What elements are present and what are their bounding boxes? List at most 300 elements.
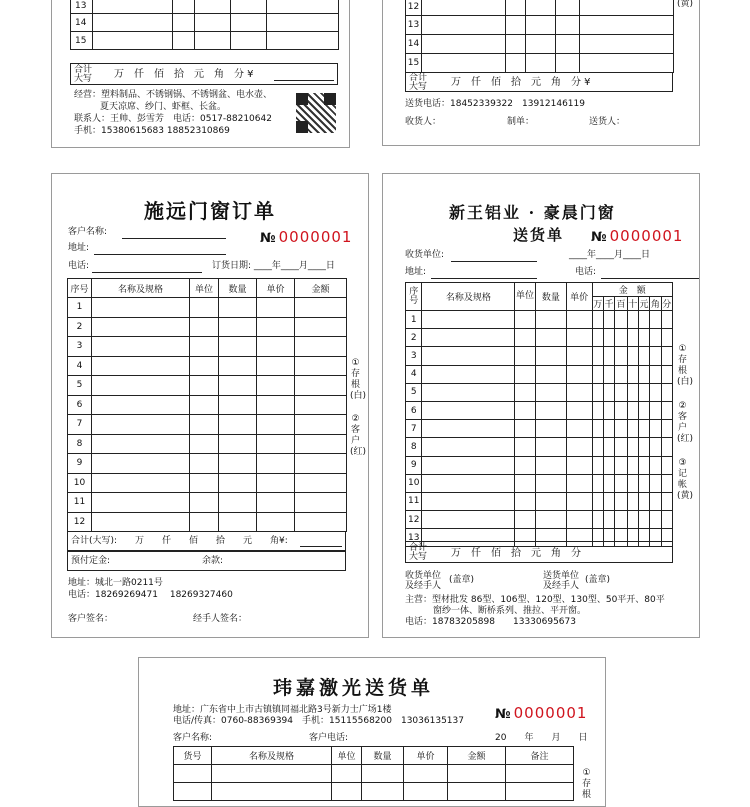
table-cell[interactable] <box>219 376 257 396</box>
table-cell[interactable] <box>422 456 515 474</box>
table-cell[interactable] <box>422 420 515 438</box>
table-cell[interactable] <box>627 438 638 456</box>
table-cell[interactable] <box>257 415 295 435</box>
business-line: 经营：塑料制品、不锈钢锅、不锈钢盆、电水壶、 <box>74 90 273 100</box>
row-number: 1 <box>68 298 92 318</box>
contact-line: 联系人：王帅、彭雪芳 电话：0517-88210642 <box>74 114 272 124</box>
table-cell[interactable] <box>515 511 536 529</box>
table-cell[interactable] <box>92 376 190 396</box>
table-cell[interactable] <box>190 454 219 474</box>
row-number: 14 <box>406 35 422 54</box>
table-cell[interactable] <box>650 383 661 401</box>
table-cell[interactable] <box>627 420 638 438</box>
table-cell[interactable] <box>615 456 627 474</box>
table-cell[interactable] <box>661 420 672 438</box>
row-number: 12 <box>406 0 422 16</box>
receiver-unit-label: 收货单位: <box>405 250 445 260</box>
table-cell[interactable] <box>515 347 536 365</box>
table-cell[interactable] <box>627 311 638 329</box>
header-name: 名称及规格 <box>212 747 332 765</box>
table-cell[interactable] <box>615 492 627 510</box>
qr-code <box>296 93 336 133</box>
table-cell[interactable] <box>92 356 190 376</box>
table-cell[interactable] <box>627 347 638 365</box>
table-row <box>406 438 673 456</box>
table-cell[interactable] <box>92 395 190 415</box>
row-number: 3 <box>406 347 422 365</box>
table-cell[interactable] <box>422 474 515 492</box>
table-cell[interactable] <box>190 376 219 396</box>
total-units: 万 仟 佰 拾 元 角 分 ¥ <box>114 69 254 80</box>
table-cell[interactable] <box>295 337 347 357</box>
table-cell[interactable] <box>219 298 257 318</box>
row-number: 2 <box>68 317 92 337</box>
table-cell[interactable] <box>661 474 672 492</box>
delivery-form-weijia <box>138 657 606 807</box>
table-cell[interactable] <box>638 492 649 510</box>
side-note-1: ①存根(白) <box>677 344 694 387</box>
row-number: 1 <box>406 311 422 329</box>
row-number: 5 <box>68 376 92 396</box>
table-cell[interactable] <box>422 401 515 419</box>
header-seq: 序号 <box>68 279 92 298</box>
row-number: 13 <box>406 529 422 547</box>
table-cell[interactable] <box>219 434 257 454</box>
header-qty: 数量 <box>535 283 566 311</box>
table-cell[interactable] <box>592 347 603 365</box>
row-number: 12 <box>68 512 92 532</box>
table-row <box>406 329 673 347</box>
row-number: 11 <box>406 492 422 510</box>
header-name: 名称及规格 <box>92 279 190 298</box>
table-cell[interactable] <box>627 401 638 419</box>
table-cell[interactable] <box>295 454 347 474</box>
table-cell[interactable] <box>661 365 672 383</box>
table-cell[interactable] <box>592 511 603 529</box>
digit-header: 百 <box>615 297 627 311</box>
table-cell[interactable] <box>190 473 219 493</box>
table-cell[interactable] <box>535 420 566 438</box>
sender-seal: (盖章) <box>585 575 611 585</box>
table-cell[interactable] <box>615 438 627 456</box>
address-line: 地址：城北一路0211号 <box>68 578 163 588</box>
table-cell[interactable] <box>638 420 649 438</box>
customer-phone-label: 客户电话: <box>309 733 349 743</box>
sender-sign: 送货单位 及经手人 <box>543 571 580 591</box>
row-number: 10 <box>68 473 92 493</box>
table-cell[interactable] <box>515 456 536 474</box>
table-cell[interactable] <box>92 493 190 513</box>
table-cell[interactable] <box>515 420 536 438</box>
row-number: 5 <box>406 383 422 401</box>
row-number: 13 <box>71 0 93 14</box>
table-cell[interactable] <box>603 311 614 329</box>
table-row <box>68 356 347 376</box>
table-cell[interactable] <box>295 512 347 532</box>
table-cell[interactable] <box>92 454 190 474</box>
table-cell[interactable] <box>257 337 295 357</box>
serial-number: № 0000001 <box>495 704 588 722</box>
table-cell[interactable] <box>92 512 190 532</box>
table-cell[interactable] <box>219 473 257 493</box>
table-row <box>68 395 347 415</box>
table-cell[interactable] <box>422 347 515 365</box>
phone-label: 电话: <box>68 261 90 271</box>
table-cell[interactable] <box>615 474 627 492</box>
table-cell[interactable] <box>603 365 614 383</box>
table-cell[interactable] <box>592 329 603 347</box>
digit-header: 十 <box>627 297 638 311</box>
table-cell[interactable] <box>650 329 661 347</box>
table-cell[interactable] <box>615 329 627 347</box>
side-note-1: ①存根 <box>581 768 591 800</box>
table-row <box>406 347 673 365</box>
table-cell[interactable] <box>627 474 638 492</box>
delivery-form-xinwang <box>382 173 700 638</box>
table-cell[interactable] <box>566 311 592 329</box>
date-line: 20 年 月 日 <box>495 733 588 743</box>
table-cell[interactable] <box>295 434 347 454</box>
table-cell[interactable] <box>592 438 603 456</box>
items-table <box>70 0 339 50</box>
table-cell[interactable] <box>190 298 219 318</box>
table-cell[interactable] <box>627 492 638 510</box>
table-cell[interactable] <box>190 434 219 454</box>
table-cell[interactable] <box>650 347 661 365</box>
table-cell[interactable] <box>638 329 649 347</box>
order-form-shiyuan <box>51 173 369 638</box>
table-cell[interactable] <box>257 493 295 513</box>
phone-label: 电话: <box>575 267 597 277</box>
table-cell[interactable] <box>566 420 592 438</box>
table-cell[interactable] <box>257 298 295 318</box>
table-cell[interactable] <box>535 401 566 419</box>
form-subtitle: 送货单 <box>513 226 565 244</box>
side-note-3: ③记帐(黄) <box>677 458 694 501</box>
delivery-phone: 送货电话：18452339322 13912146119 <box>405 99 585 109</box>
table-cell[interactable] <box>422 492 515 510</box>
table-cell[interactable] <box>638 383 649 401</box>
table-cell[interactable] <box>535 492 566 510</box>
table-row <box>406 511 673 529</box>
table-cell[interactable] <box>515 311 536 329</box>
table-cell[interactable] <box>603 456 614 474</box>
serial-number: № 0000001 <box>260 228 353 246</box>
table-cell[interactable] <box>661 492 672 510</box>
table-cell[interactable] <box>661 383 672 401</box>
row-number: 8 <box>68 434 92 454</box>
table-cell[interactable] <box>566 365 592 383</box>
form-title: 玮嘉激光送货单 <box>273 677 435 699</box>
row-number: 14 <box>71 14 93 32</box>
total-label: 合计 大写 <box>74 65 93 84</box>
table-cell[interactable] <box>661 511 672 529</box>
table-cell[interactable] <box>603 329 614 347</box>
header-qty: 数量 <box>219 279 257 298</box>
table-row <box>406 492 673 510</box>
table-cell[interactable] <box>592 401 603 419</box>
table-row <box>406 383 673 401</box>
header-amount: 金额 <box>295 279 347 298</box>
digit-header: 千 <box>603 297 614 311</box>
table-cell[interactable] <box>661 329 672 347</box>
items-table <box>173 746 574 801</box>
table-cell[interactable] <box>535 474 566 492</box>
table-cell[interactable] <box>295 376 347 396</box>
table-cell[interactable] <box>535 511 566 529</box>
table-cell[interactable] <box>650 420 661 438</box>
table-cell[interactable] <box>603 511 614 529</box>
tel-line: 电话：18783205898 13330695673 <box>405 617 576 627</box>
form-title: 新王铝业 · 豪晨门窗 <box>449 203 616 222</box>
table-cell[interactable] <box>615 420 627 438</box>
table-cell[interactable] <box>92 415 190 435</box>
deposit-label: 预付定金: <box>71 556 111 566</box>
table-cell[interactable] <box>219 395 257 415</box>
table-cell[interactable] <box>615 401 627 419</box>
receiver-sign: 收货单位 及经手人 <box>405 571 442 591</box>
table-cell[interactable] <box>638 474 649 492</box>
row-number: 3 <box>68 337 92 357</box>
header-unit: 单位 <box>332 747 362 765</box>
table-cell[interactable] <box>592 474 603 492</box>
table-row <box>68 454 347 474</box>
row-number: 9 <box>68 454 92 474</box>
customer-label: 客户名称: <box>68 227 108 237</box>
table-cell[interactable] <box>603 492 614 510</box>
table-cell[interactable] <box>257 376 295 396</box>
table-row <box>406 311 673 329</box>
table-cell[interactable] <box>661 311 672 329</box>
table-cell[interactable] <box>615 383 627 401</box>
table-cell[interactable] <box>515 401 536 419</box>
table-cell[interactable] <box>638 456 649 474</box>
table-cell[interactable] <box>295 298 347 318</box>
table-cell[interactable] <box>515 329 536 347</box>
table-cell[interactable] <box>566 492 592 510</box>
table-cell[interactable] <box>535 311 566 329</box>
table-cell[interactable] <box>603 438 614 456</box>
row-number: 2 <box>406 329 422 347</box>
table-cell[interactable] <box>190 512 219 532</box>
table-cell[interactable] <box>566 456 592 474</box>
table-cell[interactable] <box>566 383 592 401</box>
table-cell[interactable] <box>650 311 661 329</box>
table-cell[interactable] <box>92 337 190 357</box>
table-cell[interactable] <box>592 383 603 401</box>
table-cell[interactable] <box>190 415 219 435</box>
table-cell[interactable] <box>422 329 515 347</box>
table-cell[interactable] <box>661 456 672 474</box>
table-cell[interactable] <box>295 415 347 435</box>
table-row <box>406 365 673 383</box>
items-table <box>405 0 674 73</box>
form-title: 施远门窗订单 <box>144 199 276 223</box>
table-cell[interactable] <box>295 395 347 415</box>
row-number: 13 <box>406 16 422 35</box>
table-cell[interactable] <box>566 474 592 492</box>
table-cell[interactable] <box>219 493 257 513</box>
table-cell[interactable] <box>92 298 190 318</box>
table-cell[interactable] <box>650 511 661 529</box>
table-cell[interactable] <box>257 434 295 454</box>
table-row <box>68 298 347 318</box>
table-cell[interactable] <box>661 401 672 419</box>
table-cell[interactable] <box>257 473 295 493</box>
table-row <box>68 376 347 396</box>
table-cell[interactable] <box>566 438 592 456</box>
side-note-1: ①存根(白) <box>350 358 367 401</box>
row-number: 10 <box>406 474 422 492</box>
table-cell[interactable] <box>638 347 649 365</box>
table-cell[interactable] <box>92 473 190 493</box>
delivery-form-2 <box>382 0 700 146</box>
table-cell[interactable] <box>190 493 219 513</box>
address-label: 地址: <box>68 243 90 253</box>
total-label: 合计 大写 <box>409 73 428 92</box>
table-cell[interactable] <box>603 420 614 438</box>
table-cell[interactable] <box>638 438 649 456</box>
table-cell[interactable] <box>592 492 603 510</box>
table-row <box>406 456 673 474</box>
row-number: 7 <box>406 420 422 438</box>
receiver-label: 收货人： <box>405 117 442 127</box>
table-cell[interactable] <box>257 512 295 532</box>
table-cell[interactable] <box>603 401 614 419</box>
table-cell[interactable] <box>257 454 295 474</box>
table-cell[interactable] <box>661 438 672 456</box>
main-business: 主营：型材批发 86型、106型、120型、130型、50平开、80平 <box>405 595 665 605</box>
table-cell[interactable] <box>566 347 592 365</box>
sender-label: 送货人： <box>589 117 626 127</box>
table-cell[interactable] <box>615 511 627 529</box>
table-cell[interactable] <box>535 438 566 456</box>
business-line-2: 夏天凉席、纱门、虾框、长盆。 <box>100 102 227 112</box>
table-cell[interactable] <box>295 493 347 513</box>
table-cell[interactable] <box>627 383 638 401</box>
table-cell[interactable] <box>535 365 566 383</box>
table-cell[interactable] <box>615 311 627 329</box>
table-cell[interactable] <box>603 347 614 365</box>
table-cell[interactable] <box>190 317 219 337</box>
header-seq: 序号 <box>406 283 422 311</box>
table-cell[interactable] <box>535 456 566 474</box>
table-row <box>68 434 347 454</box>
row-number: 9 <box>406 456 422 474</box>
table-cell[interactable] <box>422 383 515 401</box>
table-cell[interactable] <box>627 329 638 347</box>
table-cell[interactable] <box>295 473 347 493</box>
header-unit: 单位 <box>515 283 536 311</box>
table-cell[interactable] <box>190 395 219 415</box>
table-cell[interactable] <box>295 317 347 337</box>
table-cell[interactable] <box>219 454 257 474</box>
table-cell[interactable] <box>615 347 627 365</box>
table-cell[interactable] <box>422 365 515 383</box>
table-cell[interactable] <box>592 456 603 474</box>
table-cell[interactable] <box>295 356 347 376</box>
maker-label: 制单： <box>507 117 535 127</box>
header-amount: 金额 <box>448 747 506 765</box>
table-cell[interactable] <box>190 356 219 376</box>
table-cell[interactable] <box>650 365 661 383</box>
tel-line: 电话/传真：0760-88369394 手机：15115568200 13036135137 <box>173 716 464 726</box>
table-cell[interactable] <box>650 438 661 456</box>
table-row <box>406 401 673 419</box>
customer-sign: 客户签名： <box>68 614 114 624</box>
table-cell[interactable] <box>219 415 257 435</box>
table-cell[interactable] <box>566 511 592 529</box>
total-units: 万 仟 佰 拾 元 角 分 ¥ <box>451 77 591 88</box>
table-cell[interactable] <box>603 383 614 401</box>
table-cell[interactable] <box>535 383 566 401</box>
table-row <box>406 474 673 492</box>
table-cell[interactable] <box>422 511 515 529</box>
table-cell[interactable] <box>638 511 649 529</box>
header-amount: 金 额 <box>592 283 672 297</box>
table-cell[interactable] <box>422 311 515 329</box>
table-cell[interactable] <box>190 337 219 357</box>
table-cell[interactable] <box>219 512 257 532</box>
table-cell[interactable] <box>650 492 661 510</box>
table-cell[interactable] <box>515 492 536 510</box>
table-cell[interactable] <box>219 317 257 337</box>
table-cell[interactable] <box>515 365 536 383</box>
address-label: 地址: <box>405 267 427 277</box>
header-name: 名称及规格 <box>422 283 515 311</box>
table-cell[interactable] <box>592 311 603 329</box>
table-cell[interactable] <box>535 329 566 347</box>
total-line: 合计(大写): 万 仟 佰 拾 元 角¥: <box>71 536 288 546</box>
table-cell[interactable] <box>615 365 627 383</box>
table-cell[interactable] <box>257 356 295 376</box>
table-cell[interactable] <box>566 329 592 347</box>
table-cell[interactable] <box>627 456 638 474</box>
table-cell[interactable] <box>219 337 257 357</box>
table-cell[interactable] <box>638 311 649 329</box>
table-cell[interactable] <box>515 438 536 456</box>
table-cell[interactable] <box>638 365 649 383</box>
table-cell[interactable] <box>515 383 536 401</box>
handler-sign: 经手人签名： <box>193 614 248 624</box>
row-number: 4 <box>68 356 92 376</box>
table-cell[interactable] <box>566 401 592 419</box>
table-cell[interactable] <box>661 347 672 365</box>
table-cell[interactable] <box>650 474 661 492</box>
table-cell[interactable] <box>627 365 638 383</box>
table-row <box>406 420 673 438</box>
balance-label: 余款: <box>202 556 224 566</box>
mobile-line: 手机：15380615683 18852310869 <box>74 126 230 136</box>
table-cell[interactable] <box>535 347 566 365</box>
table-cell[interactable] <box>92 434 190 454</box>
table-cell[interactable] <box>257 317 295 337</box>
table-cell[interactable] <box>650 456 661 474</box>
receiver-seal: (盖章) <box>449 575 475 585</box>
table-cell[interactable] <box>638 401 649 419</box>
table-cell[interactable] <box>592 365 603 383</box>
table-cell[interactable] <box>515 474 536 492</box>
header-remarks: 备注 <box>506 747 574 765</box>
table-cell[interactable] <box>257 395 295 415</box>
table-cell[interactable] <box>650 401 661 419</box>
table-cell[interactable] <box>627 511 638 529</box>
table-cell[interactable] <box>219 356 257 376</box>
table-cell[interactable] <box>422 438 515 456</box>
table-cell[interactable] <box>603 474 614 492</box>
table-cell[interactable] <box>592 420 603 438</box>
table-cell[interactable] <box>92 317 190 337</box>
